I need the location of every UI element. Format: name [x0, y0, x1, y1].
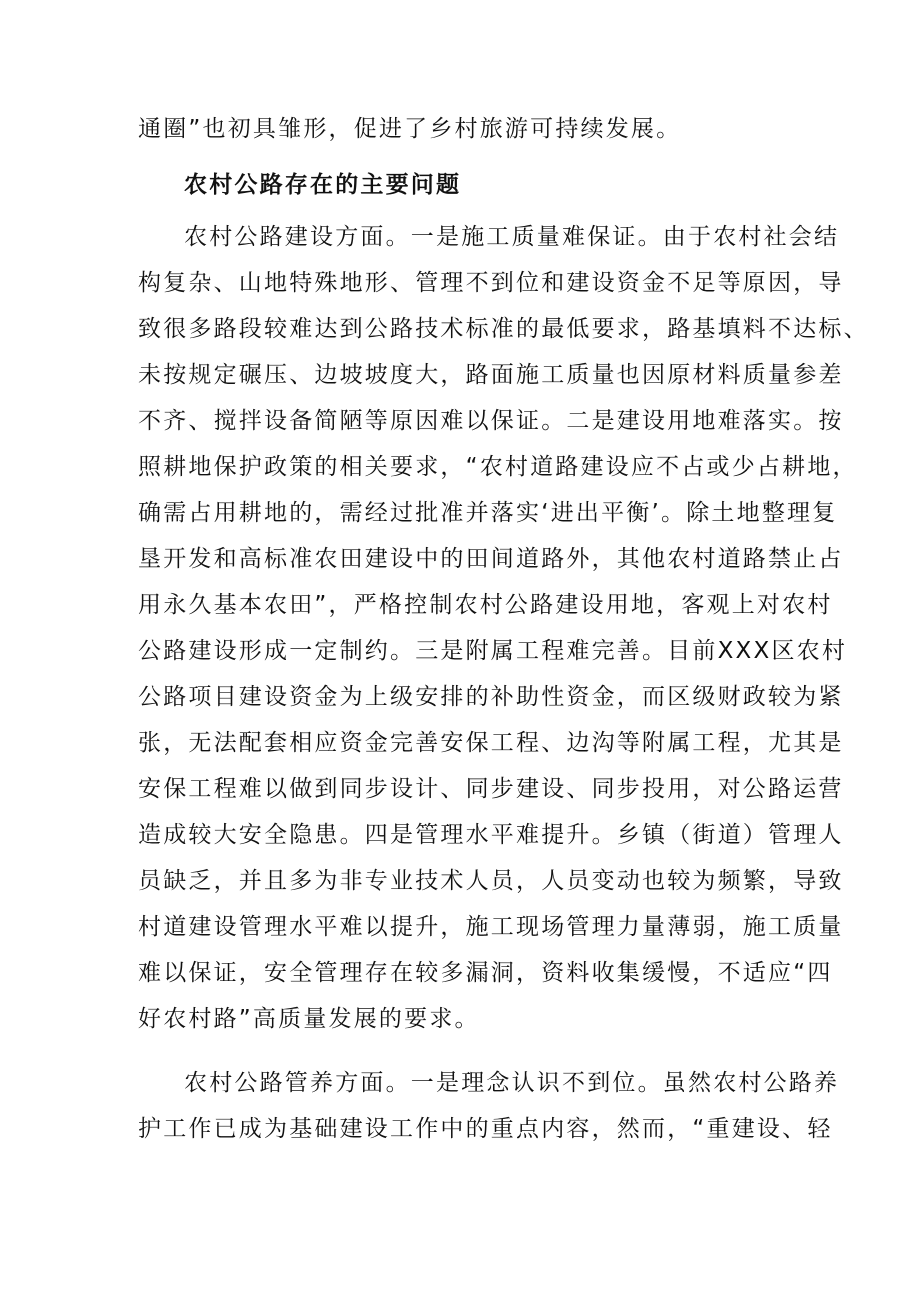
- paragraph-line: 好农村路”高质量发展的要求。: [138, 1006, 480, 1032]
- paragraph-line: 构复杂、山地特殊地形、管理不到位和建设资金不足等原因，导: [138, 270, 844, 296]
- paragraph-line: 员缺乏，并且多为非专业技术人员，人员变动也较为频繁，导致: [138, 868, 844, 894]
- paragraph-line: 农村公路管养方面。一是理念认识不到位。虽然农村公路养: [184, 1070, 840, 1096]
- paragraph-line: 村道建设管理水平难以提升，施工现场管理力量薄弱，施工质量: [138, 914, 844, 940]
- document-content: [138, 106, 869, 1152]
- paragraph-line: 造成较大安全隐患。四是管理水平难提升。乡镇（街道）管理人: [138, 822, 844, 848]
- paragraph-line: 张，无法配套相应资金完善安保工程、边沟等附属工程，尤其是: [138, 730, 844, 756]
- paragraph-line: 致很多路段较难达到公路技术标准的最低要求，路基填料不达标、: [138, 316, 869, 342]
- paragraph-line: 农村公路建设方面。一是施工质量难保证。由于农村社会结: [184, 224, 840, 250]
- paragraph-line: 照耕地保护政策的相关要求，“农村道路建设应不占或少占耕地，: [138, 454, 858, 480]
- section-heading: 农村公路存在的主要问题: [184, 172, 462, 198]
- paragraph-line: 不齐、搅拌设备简陋等原因难以保证。二是建设用地难落实。按: [138, 408, 844, 434]
- paragraph-line: 确需占用耕地的，需经过批准并落实‘进出平衡’。除土地整理复: [138, 500, 838, 526]
- paragraph-construction: [138, 214, 869, 1042]
- paragraph-line: 用永久基本农田”，严格控制农村公路建设用地，客观上对农村: [138, 592, 833, 618]
- paragraph-line: 难以保证，安全管理存在较多漏洞，资料收集缓慢，不适应“四: [138, 960, 833, 986]
- paragraph-line: 公路建设形成一定制约。三是附属工程难完善。目前XXX区农村: [138, 638, 848, 664]
- paragraph-maintenance: [138, 1060, 840, 1152]
- paragraph-line: 垦开发和高标准农田建设中的田间道路外，其他农村道路禁止占: [138, 546, 844, 572]
- paragraph-line: 护工作已成为基础建设工作中的重点内容，然而，“重建设、轻: [138, 1116, 833, 1142]
- intro-tail-line: 通圈”也初具雏形，促进了乡村旅游可持续发展。: [138, 116, 682, 142]
- paragraph-line: 安保工程难以做到同步设计、同步建设、同步投用，对公路运营: [138, 776, 844, 802]
- paragraph-line: 未按规定碾压、边坡坡度大，路面施工质量也因原材料质量参差: [138, 362, 844, 388]
- paragraph-line: 公路项目建设资金为上级安排的补助性资金，而区级财政较为紧: [138, 684, 844, 710]
